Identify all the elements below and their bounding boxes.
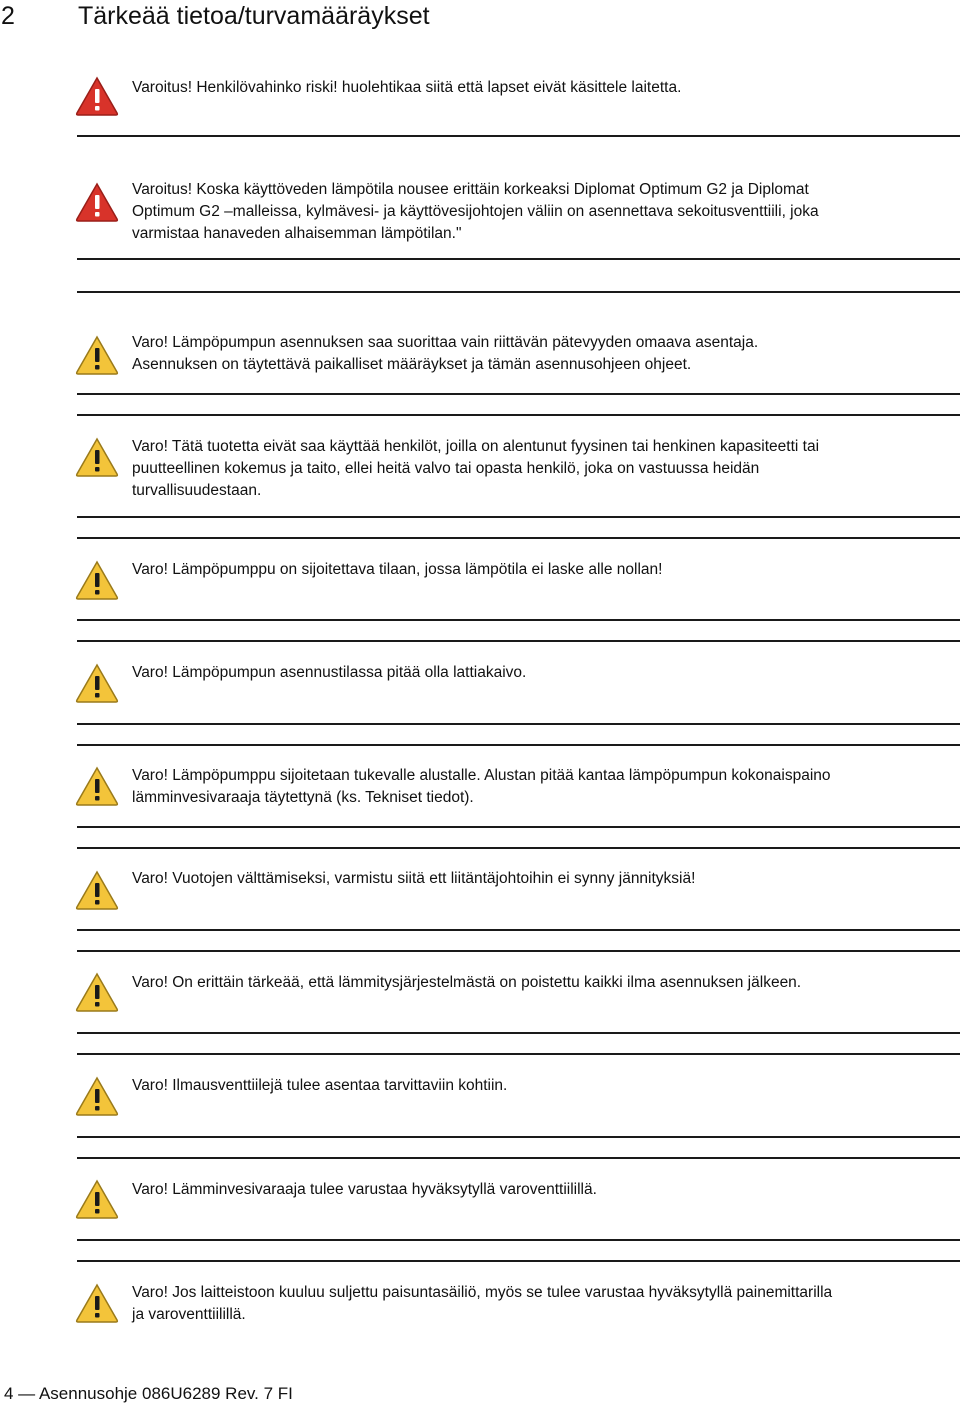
caution-warning-icon <box>75 663 119 703</box>
divider <box>77 414 960 416</box>
warning-text: Varo! Tätä tuotetta eivät saa käyttää henkilöt, joilla on alentunut fyysinen tai henkinen kapasiteetti tai puutteellinen kokemus ja taito, ellei heitä valvo tai opasta henkilö, joka on vastuussa heidän turvallisuudestaan. <box>132 438 820 499</box>
caution-warning-icon <box>75 335 119 375</box>
divider <box>77 1260 960 1262</box>
divider <box>77 826 960 828</box>
divider <box>77 1157 960 1159</box>
warning-text: Varo! Lämpöpumpun asennustilassa pitää olla lattiakaivo. <box>132 664 527 681</box>
warning-text: Varo! Lämpöpumppu sijoitetaan tukevalle alustalle. Alustan pitää kantaa lämpöpumpun kokonaispaino lämminvesivaraaja täytettynä (ks. Tekniset tiedot). <box>132 767 831 806</box>
divider <box>77 847 960 849</box>
caution-warning-icon <box>75 766 119 806</box>
warning-text: Varo! Lämminvesivaraaja tulee varustaa hyväksytyllä varoventtiilillä. <box>132 1181 597 1198</box>
divider <box>77 640 960 642</box>
caution-warning-icon <box>75 560 119 600</box>
caution-warning-icon <box>75 1283 119 1323</box>
warning-text: Varoitus! Koska käyttöveden lämpötila nousee erittäin korkeaksi Diplomat Optimum G2 ja Diplomat Optimum G2 –malleissa, kylmävesi- ja käyttövesijohtojen väliin on asennettava sekoitusventtiili, joka varmistaa hanaveden alhaisemman lämpötilan." <box>132 181 819 242</box>
divider <box>77 950 960 952</box>
section-title: Tärkeää tietoa/turvamääräykset <box>78 2 430 30</box>
divider <box>77 1239 960 1241</box>
divider <box>77 1032 960 1034</box>
caution-warning-icon <box>75 1076 119 1116</box>
divider <box>77 929 960 931</box>
divider <box>77 393 960 395</box>
warning-text: Varo! Lämpöpumppu on sijoitettava tilaan, jossa lämpötila ei laske alle nollan! <box>132 561 663 578</box>
caution-warning-icon <box>75 1179 119 1219</box>
danger-warning-icon <box>75 76 119 116</box>
caution-warning-icon <box>75 972 119 1012</box>
caution-warning-icon <box>75 870 119 910</box>
divider <box>77 1053 960 1055</box>
danger-warning-icon <box>75 182 119 222</box>
divider <box>77 291 960 293</box>
divider <box>77 723 960 725</box>
divider <box>77 744 960 746</box>
divider <box>77 135 960 137</box>
page-footer: 4 — Asennusohje 086U6289 Rev. 7 FI <box>4 1384 293 1403</box>
divider <box>77 516 960 518</box>
divider <box>77 619 960 621</box>
warning-text: Varo! Ilmausventtiilejä tulee asentaa tarvittaviin kohtiin. <box>132 1077 508 1094</box>
divider <box>77 537 960 539</box>
divider <box>77 258 960 260</box>
caution-warning-icon <box>75 437 119 477</box>
warning-text: Varo! Jos laitteistoon kuuluu suljettu paisuntasäiliö, myös se tulee varustaa hyväksytyllä painemittarilla ja varoventtiilillä. <box>132 1284 833 1323</box>
warning-text: Varo! Lämpöpumpun asennuksen saa suorittaa vain riittävän pätevyyden omaava asentaja. Asennuksen on täytettävä paikalliset määräykset ja tämän asennusohjeen ohjeet. <box>132 334 759 373</box>
warning-text: Varoitus! Henkilövahinko riski! huolehtikaa siitä että lapset eivät käsittele laitetta. <box>132 79 682 96</box>
warning-text: Varo! Vuotojen välttämiseksi, varmistu siitä ett liitäntäjohtoihin ei synny jännityksiä! <box>132 870 696 887</box>
warning-text: Varo! On erittäin tärkeää, että lämmitysjärjestelmästä on poistettu kaikki ilma asennuksen jälkeen. <box>132 974 802 991</box>
divider <box>77 1136 960 1138</box>
section-number: 2 <box>1 2 15 30</box>
